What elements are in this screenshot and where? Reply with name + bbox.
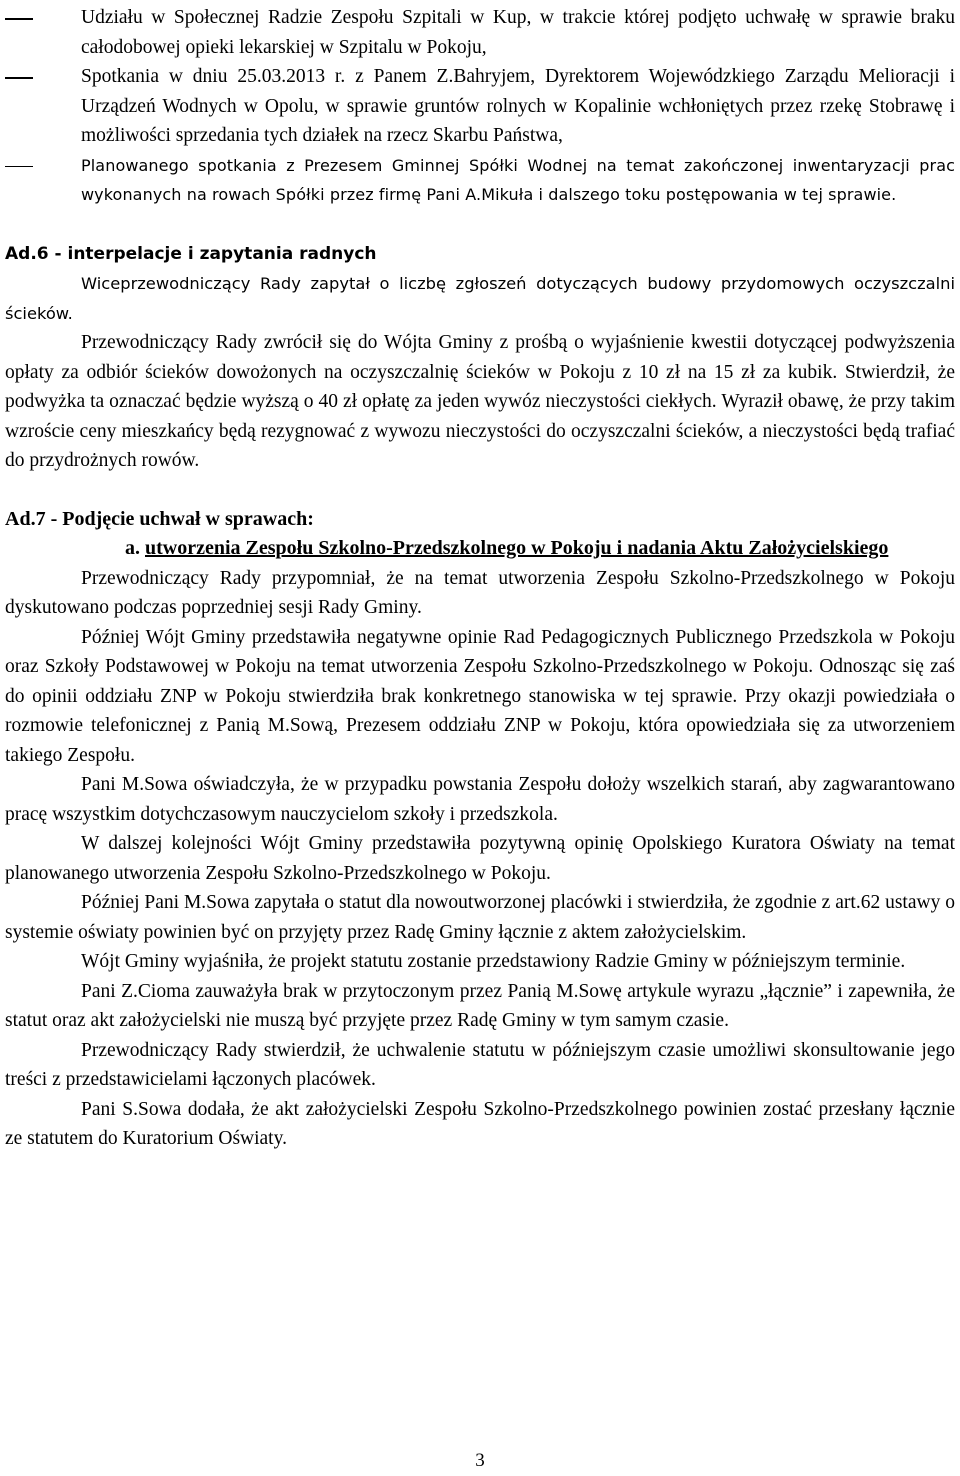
paragraph [5,328,955,476]
page-number: 3 [475,1450,485,1471]
paragraph: Później Pani M.Sowa zapytała o statut dla nowoutworzonej placówki i stwierdziła, że zgodnie z art.62 ustawy o systemie oświaty powinien być on przyjęty przez Radę Gminy łącznie z aktem założycielskim. [5,892,955,943]
paragraph: Wójt Gminy wyjaśniła, że projekt statutu zostanie przedstawiony Radzie Gminy w późniejszym terminie. [81,951,906,972]
section-7-heading: Ad.7 - Podjęcie uchwał w sprawach: [5,507,314,530]
paragraph: Później Wójt Gminy przedstawiła negatywne opinie Rad Pedagogicznych Publicznego Przedszkola w Pokoju oraz Szkoły Podstawowej w Pokoju na temat utworzenia Zespołu Szkolno-Przedszkolnego w Pokoju. Odnosząc się zaś do opinii oddziału ZNP w Pokoju stwierdziła brak konkretnego stanowiska w tej sprawie. Przy okazji powiedziała o rozmowie telefonicznej z Panią M.Sową, Prezesem oddziału ZNP w Pokoju, która opowiedziała się za utworzeniem takiego Zespołu. [5,626,955,766]
paragraph: Pani S.Sowa dodała, że akt założycielski Zespołu Szkolno-Przedszkolnego powinien zostać przesłany łącznie ze statutem do Kuratorium Oświaty. [5,1098,955,1149]
document-page [5,0,955,1154]
paragraph-part: Wyraził obawę, że przy takim wzroście ceny mieszkańcy będą rezygnować z wywozu nieczystości do oczyszczalni ścieków, a nieczystości będą trafiać do przydrożnych rowów. [5,391,955,471]
sub-heading [125,534,955,564]
sub-heading-title: utworzenia Zespołu Szkolno-Przedszkolnego w Pokoju i nadania Aktu Założycielskiego [145,537,889,559]
paragraph-part: Przewodniczący Rady zwrócił się do Wójta Gminy z prośbą o wyjaśnienie kwestii dotyczącej podwyższenia opłaty za odbiór ścieków dowożonych na oczyszczalnię ścieków w Pokoju z 10 zł na 15 zł za kubik. [5,332,955,383]
section-6-heading: Ad.6 - interpelacje i zapytania radnych [5,243,377,264]
sub-heading-marker: a. [125,537,140,559]
list-item-text: Planowanego spotkania z Prezesem Gminnej Spółki Wodnej na temat zakończonej inwentaryzacji prac wykonanych na rowach Spółki przez firmę Pani A.Mikuła i dalszego toku postępowania w tej sprawie. [81,155,955,204]
list-item [5,3,955,62]
list-item-text: Spotkania w dniu 25.03.2013 r. z Panem Z.Bahryjem, Dyrektorem Wojewódzkiego Zarządu Melioracji i Urządzeń Wodnych w Opolu, w sprawie gruntów rolnych w Kopalinie wchłoniętych przez rzekę Stobrawę i możliwości sprzedania tych działek na rzecz Skarbu Państwa, [81,66,955,146]
paragraph: Wiceprzewodniczący Rady zapytał o liczbę zgłoszeń dotyczących budowy przydomowych oczyszczalni ścieków. [5,274,955,323]
list-item [5,151,955,210]
list-item-text: Udziału w Społecznej Radzie Zespołu Szpitali w Kup, w trakcie której podjęto uchwałę w sprawie braku całodobowej opieki lekarskiej w Szpitalu w Pokoju, [81,7,955,58]
paragraph: Przewodniczący Rady przypomniał, że na temat utworzenia Zespołu Szkolno-Przedszkolnego w Pokoju dyskutowano podczas poprzedniej sesji Rady Gminy. [5,567,955,618]
paragraph: W dalszej kolejności Wójt Gminy przedstawiła pozytywną opinię Opolskiego Kuratora Oświaty na temat planowanego utworzenia Zespołu Szkolno-Przedszkolnego w Pokoju. [5,833,955,884]
list-item [5,62,955,151]
paragraph: Pani Z.Cioma zauważyła brak w przytoczonym przez Panią M.Sowę artykule wyrazu „łącznie” i zapewniła, że statut oraz akt założycielski nie muszą być przyjęte przez Radę Gminy w tym samym czasie. [5,980,955,1031]
paragraph: Pani M.Sowa oświadczyła, że w przypadku powstania Zespołu dołoży wszelkich starań, aby zagwarantowano pracę wszystkim dotychczasowym nauczycielom szkoły i przedszkola. [5,774,955,825]
bullet-list [5,3,955,210]
paragraph-part: Stwierdził, że podwyżka ta oznaczać będzie wyższą o 40 zł opłatę za jeden wywóz nieczystości ciekłych. [5,361,955,412]
paragraph: Przewodniczący Rady stwierdził, że uchwalenie statutu w późniejszym czasie umożliwi skonsultowanie jego treści z przedstawicielami łączonych placówek. [5,1039,955,1090]
